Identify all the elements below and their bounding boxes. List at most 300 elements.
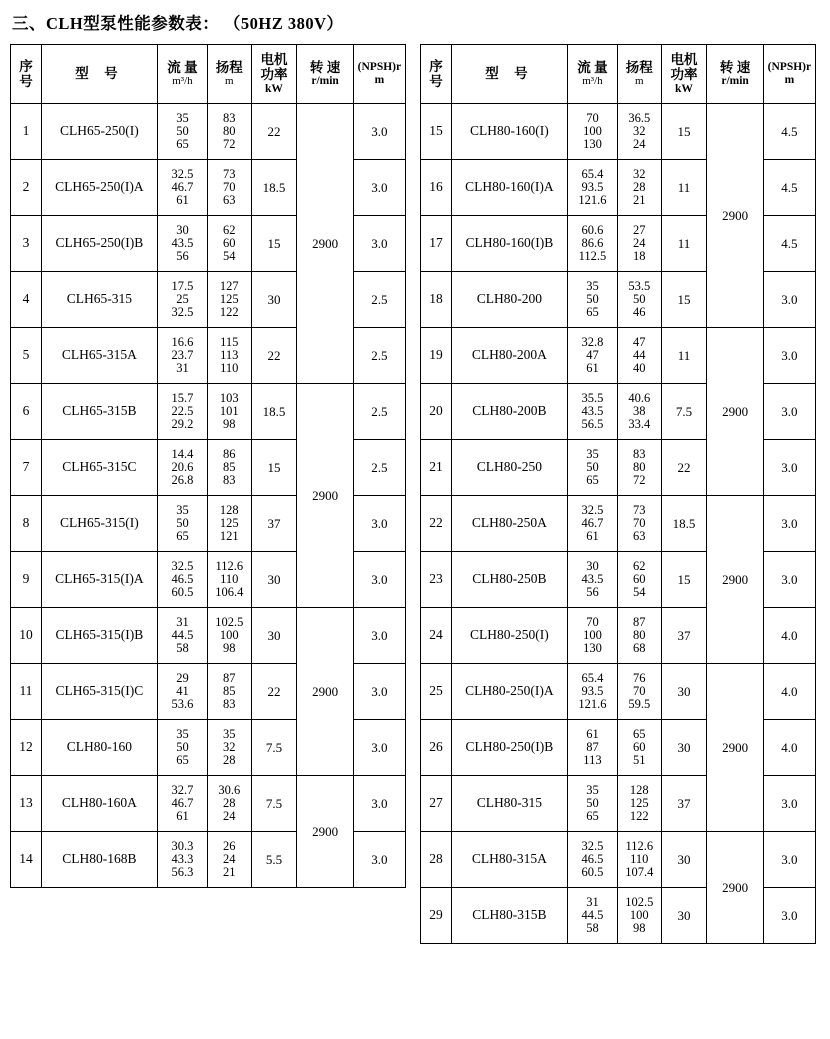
cell-seq: 1 — [11, 104, 42, 160]
flow-value: 30 — [176, 222, 189, 237]
head-value: 28 — [633, 179, 646, 194]
table-row — [421, 664, 816, 720]
head-value: 125 — [629, 795, 649, 810]
cell-flow — [157, 104, 207, 160]
flow-value: 46.7 — [581, 515, 604, 530]
cell-npsh: 3.0 — [763, 440, 815, 496]
head-value: 54 — [633, 585, 646, 600]
flow-value: 86.6 — [581, 235, 604, 250]
flow-value: 70 — [586, 614, 599, 629]
cell-flow — [567, 328, 617, 384]
head-value: 63 — [633, 529, 646, 544]
flow-value: 93.5 — [581, 179, 604, 194]
cell-seq: 4 — [11, 272, 42, 328]
head-value: 110 — [220, 361, 239, 376]
head-value: 80 — [633, 459, 646, 474]
flow-value: 31 — [176, 361, 189, 376]
cell-model: CLH80-250B — [451, 552, 567, 608]
head-value: 33.4 — [628, 417, 651, 432]
cell-npsh: 3.0 — [763, 552, 815, 608]
head-value: 24 — [633, 235, 646, 250]
flow-value: 20.6 — [171, 459, 194, 474]
flow-value: 32.8 — [581, 334, 604, 349]
head-value: 122 — [219, 305, 239, 320]
cell-model: CLH80-168B — [41, 832, 157, 888]
head-value: 30.6 — [218, 782, 241, 797]
column-header-power: 电机 功率 kW — [251, 45, 297, 104]
cell-npsh: 2.5 — [353, 440, 405, 496]
head-value: 38 — [633, 403, 646, 418]
column-header-npsh: (NPSH)r m — [763, 45, 815, 104]
flow-value: 31 — [176, 614, 189, 629]
head-value: 73 — [633, 502, 646, 517]
cell-flow — [157, 552, 207, 608]
head-value: 47 — [633, 334, 646, 349]
cell-head — [617, 384, 661, 440]
cell-model: CLH80-200B — [451, 384, 567, 440]
head-value: 60 — [633, 739, 646, 754]
cell-seq: 8 — [11, 496, 42, 552]
cell-power: 15 — [661, 552, 707, 608]
column-header-seq: 序 号 — [421, 45, 452, 104]
head-value: 83 — [223, 697, 236, 712]
cell-seq: 21 — [421, 440, 452, 496]
cell-model: CLH80-250 — [451, 440, 567, 496]
cell-model: CLH80-315 — [451, 776, 567, 832]
head-value: 70 — [223, 179, 236, 194]
flow-value: 65.4 — [581, 670, 604, 685]
cell-speed: 2900 — [297, 384, 353, 608]
flow-value: 61 — [176, 193, 189, 208]
head-value: 87 — [223, 670, 236, 685]
flow-value: 32.5 — [171, 166, 194, 181]
cell-npsh: 2.5 — [353, 272, 405, 328]
head-value: 86 — [223, 446, 236, 461]
cell-head — [617, 832, 661, 888]
cell-power: 22 — [251, 664, 297, 720]
cell-npsh: 3.0 — [353, 160, 405, 216]
cell-npsh: 4.0 — [763, 608, 815, 664]
cell-head — [617, 328, 661, 384]
column-header-model: 型 号 — [41, 45, 157, 104]
flow-value: 35 — [586, 278, 599, 293]
flow-value: 65 — [586, 305, 599, 320]
head-value: 121 — [219, 529, 239, 544]
column-header-speed: 转 速 r/min — [707, 45, 763, 104]
flow-value: 56 — [176, 249, 189, 264]
column-header-head: 扬程 m — [617, 45, 661, 104]
cell-seq: 9 — [11, 552, 42, 608]
cell-power: 30 — [251, 608, 297, 664]
flow-value: 43.5 — [171, 235, 194, 250]
flow-value: 43.5 — [581, 403, 604, 418]
cell-flow — [157, 440, 207, 496]
cell-speed: 2900 — [707, 104, 763, 328]
head-value: 24 — [633, 137, 646, 152]
head-value: 102.5 — [215, 614, 244, 629]
column-header-power: 电机 功率 kW — [661, 45, 707, 104]
cell-model: CLH80-250(I)A — [451, 664, 567, 720]
head-value: 18 — [633, 249, 646, 264]
cell-head — [207, 552, 251, 608]
head-value: 50 — [633, 291, 646, 306]
cell-model: CLH80-250(I) — [451, 608, 567, 664]
flow-value: 46.5 — [581, 851, 604, 866]
cell-flow — [157, 160, 207, 216]
cell-flow — [567, 888, 617, 944]
head-value: 24 — [223, 851, 236, 866]
cell-speed: 2900 — [297, 104, 353, 384]
right-parameter-table — [420, 44, 816, 944]
parameter-tables — [0, 44, 830, 944]
cell-seq: 10 — [11, 608, 42, 664]
cell-seq: 25 — [421, 664, 452, 720]
cell-seq: 13 — [11, 776, 42, 832]
cell-model: CLH80-200 — [451, 272, 567, 328]
flow-value: 47 — [586, 347, 599, 362]
flow-value: 30.3 — [171, 838, 194, 853]
head-value: 83 — [223, 473, 236, 488]
cell-flow — [567, 776, 617, 832]
cell-npsh: 3.0 — [763, 496, 815, 552]
head-value: 54 — [223, 249, 236, 264]
cell-npsh: 3.0 — [353, 832, 405, 888]
table-row — [11, 104, 406, 160]
cell-npsh: 3.0 — [353, 776, 405, 832]
head-value: 51 — [633, 753, 646, 768]
cell-power: 30 — [661, 888, 707, 944]
left-table-body — [11, 104, 406, 888]
flow-value: 56 — [586, 585, 599, 600]
head-value: 68 — [633, 641, 646, 656]
head-value: 112.6 — [215, 558, 244, 573]
cell-head — [207, 384, 251, 440]
flow-value: 30 — [586, 558, 599, 573]
cell-npsh: 3.0 — [353, 552, 405, 608]
head-value: 24 — [223, 809, 236, 824]
cell-flow — [157, 216, 207, 272]
flow-value: 46.7 — [171, 795, 194, 810]
flow-value: 93.5 — [581, 683, 604, 698]
flow-value: 22.5 — [171, 403, 194, 418]
cell-npsh: 3.0 — [353, 720, 405, 776]
cell-seq: 17 — [421, 216, 452, 272]
flow-value: 61 — [586, 529, 599, 544]
cell-model: CLH65-315C — [41, 440, 157, 496]
head-value: 85 — [223, 459, 236, 474]
cell-head — [617, 552, 661, 608]
table-row — [11, 384, 406, 440]
cell-model: CLH80-160(I)A — [451, 160, 567, 216]
cell-npsh: 2.5 — [353, 328, 405, 384]
cell-npsh: 3.0 — [763, 832, 815, 888]
flow-value: 113 — [583, 753, 602, 768]
head-value: 83 — [633, 446, 646, 461]
cell-npsh: 3.0 — [353, 608, 405, 664]
flow-value: 29 — [176, 670, 189, 685]
cell-model: CLH65-250(I)A — [41, 160, 157, 216]
head-value: 110 — [630, 851, 649, 866]
cell-flow — [157, 720, 207, 776]
cell-model: CLH65-315 — [41, 272, 157, 328]
head-value: 36.5 — [628, 110, 651, 125]
flow-value: 100 — [583, 627, 602, 642]
cell-power: 15 — [251, 216, 297, 272]
cell-power: 18.5 — [251, 384, 297, 440]
table-row — [11, 608, 406, 664]
cell-npsh: 4.0 — [763, 664, 815, 720]
flow-value: 14.4 — [171, 446, 194, 461]
column-header-head: 扬程 m — [207, 45, 251, 104]
head-value: 106.4 — [215, 585, 244, 600]
cell-seq: 3 — [11, 216, 42, 272]
cell-speed: 2900 — [297, 776, 353, 888]
head-value: 113 — [220, 347, 239, 362]
table-row — [421, 328, 816, 384]
head-value: 100 — [629, 907, 649, 922]
cell-seq: 5 — [11, 328, 42, 384]
head-value: 63 — [223, 193, 236, 208]
cell-seq: 26 — [421, 720, 452, 776]
flow-value: 121.6 — [578, 193, 607, 208]
head-value: 98 — [223, 417, 236, 432]
head-value: 98 — [223, 641, 236, 656]
cell-flow — [567, 664, 617, 720]
head-value: 62 — [633, 558, 646, 573]
head-value: 72 — [223, 137, 236, 152]
cell-seq: 7 — [11, 440, 42, 496]
flow-value: 130 — [583, 641, 602, 656]
cell-power: 22 — [251, 104, 297, 160]
cell-model: CLH80-315A — [451, 832, 567, 888]
head-value: 80 — [223, 123, 236, 138]
cell-npsh: 4.5 — [763, 160, 815, 216]
head-value: 28 — [223, 753, 236, 768]
cell-flow — [157, 272, 207, 328]
flow-value: 31 — [586, 894, 599, 909]
head-value: 70 — [633, 515, 646, 530]
cell-seq: 2 — [11, 160, 42, 216]
head-value: 27 — [633, 222, 646, 237]
head-value: 60 — [633, 571, 646, 586]
head-value: 32 — [223, 739, 236, 754]
flow-value: 35.5 — [581, 390, 604, 405]
flow-value: 23.7 — [171, 347, 194, 362]
cell-seq: 28 — [421, 832, 452, 888]
cell-head — [617, 888, 661, 944]
cell-head — [207, 832, 251, 888]
table-row — [421, 104, 816, 160]
cell-npsh: 3.0 — [763, 272, 815, 328]
cell-power: 30 — [251, 552, 297, 608]
cell-model: CLH80-200A — [451, 328, 567, 384]
cell-head — [617, 608, 661, 664]
cell-head — [617, 776, 661, 832]
table-row — [11, 776, 406, 832]
cell-head — [617, 440, 661, 496]
flow-value: 65 — [176, 529, 189, 544]
right-table-header — [421, 45, 816, 104]
head-value: 46 — [633, 305, 646, 320]
flow-value: 65 — [176, 753, 189, 768]
head-value: 70 — [633, 683, 646, 698]
cell-model: CLH80-250A — [451, 496, 567, 552]
cell-seq: 19 — [421, 328, 452, 384]
flow-value: 61 — [586, 361, 599, 376]
cell-head — [617, 496, 661, 552]
head-value: 62 — [223, 222, 236, 237]
flow-value: 16.6 — [171, 334, 194, 349]
cell-head — [207, 720, 251, 776]
cell-flow — [567, 552, 617, 608]
column-header-flow: 流 量 m³/h — [567, 45, 617, 104]
cell-flow — [157, 328, 207, 384]
head-value: 125 — [219, 515, 239, 530]
flow-value: 65 — [586, 473, 599, 488]
cell-head — [207, 608, 251, 664]
flow-value: 41 — [176, 683, 189, 698]
cell-power: 30 — [661, 832, 707, 888]
cell-npsh: 3.0 — [763, 384, 815, 440]
flow-value: 56.5 — [581, 417, 604, 432]
flow-value: 100 — [583, 123, 602, 138]
head-value: 44 — [633, 347, 646, 362]
cell-model: CLH80-160 — [41, 720, 157, 776]
flow-value: 26.8 — [171, 473, 194, 488]
cell-seq: 12 — [11, 720, 42, 776]
head-value: 59.5 — [628, 697, 651, 712]
flow-value: 43.5 — [581, 571, 604, 586]
cell-power: 30 — [251, 272, 297, 328]
cell-power: 11 — [661, 328, 707, 384]
flow-value: 65.4 — [581, 166, 604, 181]
head-value: 110 — [220, 571, 239, 586]
page-title: 三、CLH型泵性能参数表： （50HZ 380V） — [12, 14, 344, 33]
cell-flow — [567, 160, 617, 216]
flow-value: 35 — [586, 782, 599, 797]
flow-value: 70 — [586, 110, 599, 125]
flow-value: 32.5 — [581, 502, 604, 517]
flow-value: 60.6 — [581, 222, 604, 237]
cell-seq: 24 — [421, 608, 452, 664]
head-value: 103 — [219, 390, 239, 405]
cell-model: CLH65-315B — [41, 384, 157, 440]
flow-value: 35 — [176, 726, 189, 741]
cell-head — [207, 440, 251, 496]
flow-value: 61 — [176, 809, 189, 824]
cell-model: CLH65-315(I) — [41, 496, 157, 552]
cell-model: CLH80-315B — [451, 888, 567, 944]
flow-value: 35 — [176, 502, 189, 517]
flow-value: 32.5 — [171, 558, 194, 573]
cell-head — [617, 160, 661, 216]
head-value: 101 — [219, 403, 239, 418]
cell-head — [207, 496, 251, 552]
cell-model: CLH80-160(I) — [451, 104, 567, 160]
cell-npsh: 3.0 — [353, 664, 405, 720]
head-value: 32 — [633, 123, 646, 138]
cell-flow — [567, 440, 617, 496]
flow-value: 46.7 — [171, 179, 194, 194]
cell-flow — [567, 384, 617, 440]
cell-power: 18.5 — [251, 160, 297, 216]
cell-head — [617, 664, 661, 720]
cell-flow — [567, 104, 617, 160]
cell-power: 7.5 — [251, 776, 297, 832]
cell-flow — [157, 384, 207, 440]
cell-seq: 20 — [421, 384, 452, 440]
flow-value: 50 — [176, 515, 189, 530]
left-parameter-table — [10, 44, 406, 888]
flow-value: 58 — [586, 921, 599, 936]
cell-flow — [567, 608, 617, 664]
cell-power: 15 — [251, 440, 297, 496]
head-value: 32 — [633, 166, 646, 181]
head-value: 28 — [223, 795, 236, 810]
cell-npsh: 2.5 — [353, 384, 405, 440]
flow-value: 53.6 — [171, 697, 194, 712]
flow-value: 46.5 — [171, 571, 194, 586]
cell-head — [617, 104, 661, 160]
cell-flow — [567, 216, 617, 272]
cell-npsh: 4.5 — [763, 104, 815, 160]
cell-npsh: 3.0 — [353, 104, 405, 160]
cell-model: CLH65-250(I)B — [41, 216, 157, 272]
table-row — [421, 832, 816, 888]
head-value: 72 — [633, 473, 646, 488]
cell-head — [207, 216, 251, 272]
flow-value: 130 — [583, 137, 602, 152]
cell-speed: 2900 — [707, 496, 763, 664]
cell-npsh: 4.0 — [763, 720, 815, 776]
head-value: 65 — [633, 726, 646, 741]
flow-value: 44.5 — [581, 907, 604, 922]
cell-npsh: 4.5 — [763, 216, 815, 272]
flow-value: 32.7 — [171, 782, 194, 797]
cell-seq: 18 — [421, 272, 452, 328]
cell-model: CLH65-315(I)C — [41, 664, 157, 720]
cell-npsh: 3.0 — [353, 496, 405, 552]
cell-model: CLH65-315(I)B — [41, 608, 157, 664]
head-value: 122 — [629, 809, 649, 824]
cell-power: 15 — [661, 272, 707, 328]
flow-value: 60.5 — [581, 865, 604, 880]
cell-head — [207, 776, 251, 832]
head-value: 127 — [219, 278, 239, 293]
cell-head — [207, 328, 251, 384]
head-value: 73 — [223, 166, 236, 181]
column-header-seq: 序 号 — [11, 45, 42, 104]
head-value: 128 — [629, 782, 649, 797]
head-value: 83 — [223, 110, 236, 125]
flow-value: 43.3 — [171, 851, 194, 866]
cell-power: 22 — [251, 328, 297, 384]
cell-model: CLH80-160A — [41, 776, 157, 832]
cell-model: CLH65-315(I)A — [41, 552, 157, 608]
cell-power: 15 — [661, 104, 707, 160]
cell-head — [207, 104, 251, 160]
cell-flow — [157, 832, 207, 888]
cell-seq: 14 — [11, 832, 42, 888]
cell-head — [617, 272, 661, 328]
cell-power: 30 — [661, 664, 707, 720]
flow-value: 32.5 — [171, 305, 194, 320]
column-header-flow: 流 量 m³/h — [157, 45, 207, 104]
flow-value: 58 — [176, 641, 189, 656]
cell-seq: 29 — [421, 888, 452, 944]
cell-power: 18.5 — [661, 496, 707, 552]
head-value: 100 — [219, 627, 239, 642]
